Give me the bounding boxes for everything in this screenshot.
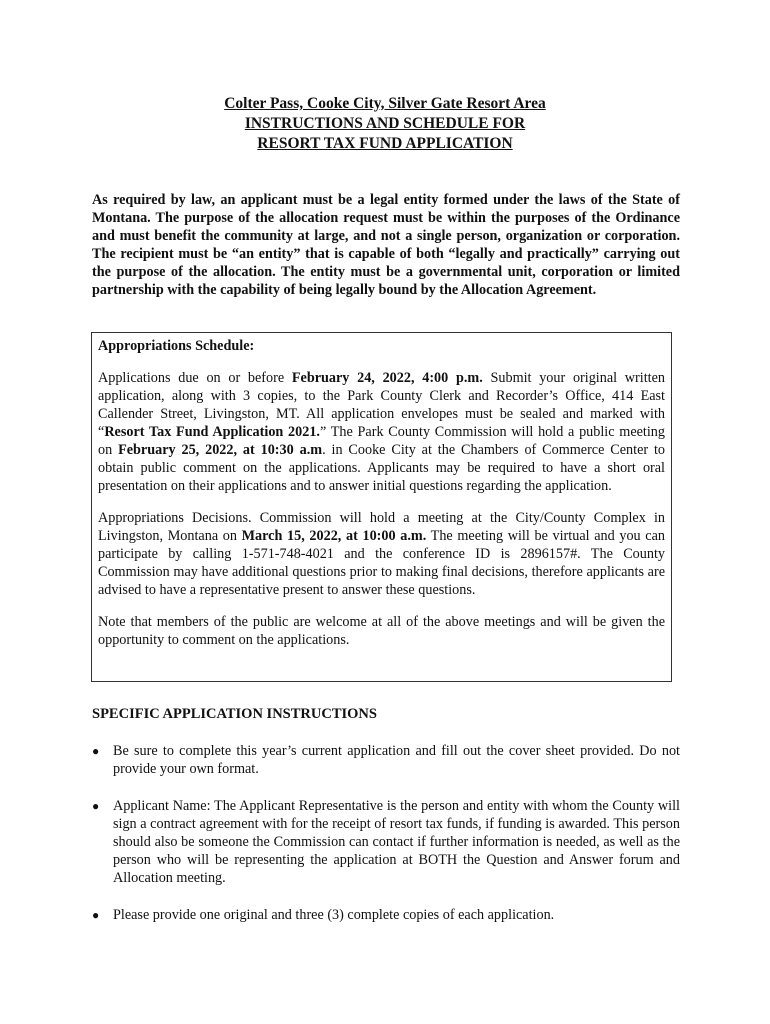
list-item [92,906,680,924]
schedule-paragraph-applications: Applications due on or before February 24, 2022, 4:00 p.m. Submit your original written application, along with 3 copies, to the Park County Clerk and Recorder’s Office, 414 East Callender Street, Livingston, MT. All application envelopes must be sealed and marked with “Resort Tax Fund Application 2021.” The Park County Commission will hold a public meeting on February 25, 2022, at 10:30 a.m. in Cooke City at the Chambers of Commerce Center to obtain public comment on the applications. Applicants may be required to have a short oral presentation on their applications and to answer initial questions regarding the application. [98,370,666,494]
section-heading: SPECIFIC APPLICATION INSTRUCTIONS [92,706,377,722]
appropriations-schedule-box [91,332,672,682]
title-line-2: INSTRUCTIONS AND SCHEDULE FOR [244,115,526,132]
intro-paragraph: As required by law, an applicant must be a legal entity formed under the laws of the State of Montana. The purpose of the allocation request must be within the purposes of the Ordinance and must benefit the community at large, and not a single person, organization or corporation. The recipient must be “an entity” that is capable of both “legally and practically” carrying out the purpose of the allocation. The entity must be a governmental unit, corporation or limited partnership with the capability of being legally bound by the Allocation Agreement. [92,192,680,298]
bullet-icon: ● [92,908,100,922]
bullet-icon: ● [92,744,100,758]
instruction-text: Applicant Name: The Applicant Representative is the person and entity with whom the County will sign a contract agreement with for the receipt of resort tax funds, if funding is awarded. This person should also be someone the Commission can contact if further information is needed, as well as the person who will be representing the application at BOTH the Question and Answer forum and Allocation meeting. [113,798,680,886]
list-item [92,797,680,887]
document-title [0,94,770,154]
list-item [92,742,680,778]
instruction-text: Please provide one original and three (3) complete copies of each application. [113,907,555,923]
schedule-title: Appropriations Schedule: [98,338,255,354]
schedule-paragraph-note: Note that members of the public are welcome at all of the above meetings and will be given the opportunity to comment on the applications. [98,614,665,648]
schedule-paragraph-decisions: Appropriations Decisions. Commission will hold a meeting at the City/County Complex in Livingston, Montana on March 15, 2022, at 10:00 a.m. The meeting will be virtual and you can participate by calling 1-571-748-4021 and the conference ID is 2896157#. The County Commission may have additional questions prior to making final decisions, therefore applicants are advised to have a representative present to answer these questions. [98,510,665,598]
instruction-text: Be sure to complete this year’s current application and fill out the cover sheet provided. Do not provide your own format. [113,743,680,777]
bullet-icon: ● [92,799,100,813]
title-line-3: RESORT TAX FUND APPLICATION [257,135,513,152]
title-line-1: Colter Pass, Cooke City, Silver Gate Resort Area [224,95,546,112]
instructions-list [92,742,680,943]
